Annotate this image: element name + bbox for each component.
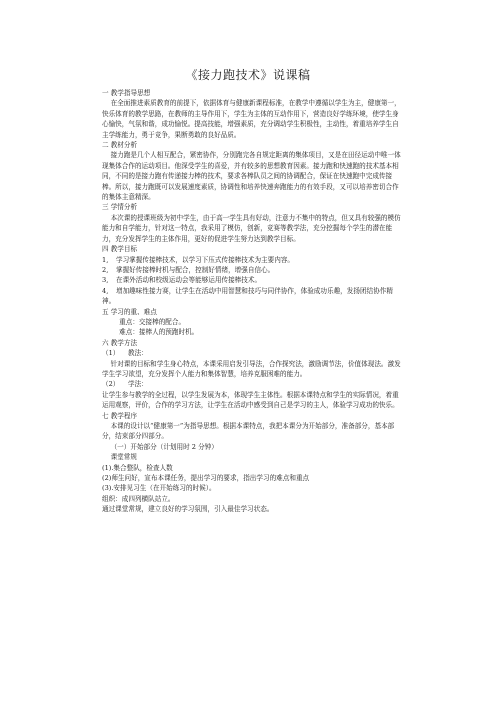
method-label: 教法： [128, 349, 148, 358]
method-number: （2） [102, 380, 120, 389]
list-number: 3, [102, 276, 109, 285]
paragraph: 让学生参与教学的全过程，以学生发展为本，体现学生主体性。根据本课特点和学生的实际情况，着重运用观察，评价，合作的学习方法，让学生在活动中感受到自己是学习的主人，体验学习成功的快乐。 [102, 390, 399, 410]
document-body [102, 88, 402, 515]
section-heading: 二 教材分析 [102, 141, 138, 150]
list-number: 1, [102, 255, 109, 264]
section-heading: 七 教学程序 [102, 411, 138, 420]
list-item [102, 255, 402, 265]
list-text: 在课外活动和校级运动会等能够运用传接棒技术。 [116, 276, 262, 285]
routine-step: (2)师生问好，宣布本课任务，提出学习的要求，指出学习的难点和重点 [102, 474, 310, 483]
list-text: 增加趣味性接力赛，让学生在活动中用智慧和技巧与同伴协作，体验成功乐趣，发扬团结协作精神。 [102, 286, 393, 306]
key-point: 重点：交接棒的配合。 [119, 317, 186, 326]
section-heading: 三 学情分析 [102, 203, 138, 212]
section-heading: 一 教学指导思想 [102, 89, 151, 97]
list-text: 掌握好传接棒时机与配合，控制好情绪，增强自信心。 [116, 265, 275, 274]
routine-step: (3).安排见习生（在开始练习的时候）。 [102, 484, 216, 493]
list-item [102, 275, 402, 285]
difficult-point: 难点：接棒人的预跑时机。 [119, 328, 199, 337]
paragraph: 本课的设计以“健康第一”为指导思想。根据本课特点，我把本课分为开始部分，准备部分，基本部分，结束部分四部分。 [102, 422, 395, 441]
paragraph: 针对课的目标和学生身心特点，本课采用启发引导法，合作探究法，激励调节法，价值体现法。激发学生学习欲望，充分发挥个人能力和集体智慧，培养克服困难的能力。 [102, 359, 401, 378]
document-title: 《接力跑技术》说课稿 [185, 68, 311, 82]
method-label: 学法： [128, 380, 148, 389]
paragraph: 在全面推进素质教育的前提下，依据体育与健康新课程标准，在教学中遵循以学生为主，健康第一，快乐体育的教学思路，在教师的主导作用下，学生为主体的互动作用下，营造良好学练环境，使学生身心愉快，气氛和谐，成功愉悦。提高技能，增强素质，充分调动学生积极性，主动性，着重培养学生自主学练能力，勇于竞争，果断勇敢的良好品质。 [102, 99, 401, 139]
paragraph: 本次课的授课班级为初中学生，由于高一学生具有好动，注意力不集中的特点，但又具有较强的模仿能力和自学能力，针对这一特点，我采用了模仿，创新，竞赛等教学法，充分挖掘每个学生的潜在能力，充分发挥学生的主体作用，更好的促进学生努力达到教学目标。 [102, 213, 401, 243]
list-number: 2, [102, 265, 109, 274]
list-item [102, 265, 402, 275]
section-heading: 五 学习的重、难点 [102, 307, 157, 316]
method-heading [102, 348, 402, 358]
part-heading: （一）开始部分（计划用时 2 分钟） [110, 442, 218, 451]
section-heading: 四 教学目标 [102, 245, 138, 254]
list-item [102, 286, 402, 307]
list-number: 4, [102, 286, 109, 295]
method-number: （1） [102, 349, 120, 358]
section-heading: 六 教学方法 [102, 338, 138, 347]
routine-step: (1).集合整队，检查人数 [102, 463, 173, 472]
method-heading [102, 379, 402, 389]
list-text: 学习掌握传接棒技术，以学习下压式传接棒技术为主要内容。 [116, 255, 295, 264]
paragraph: 通过课堂常规，建立良好的学习氛围，引入最佳学习状态。 [102, 505, 274, 514]
routine-label: 课堂常规 [110, 453, 137, 462]
paragraph: 接力跑是几个人相互配合，紧密协作，分别跑完各自规定距离的集体项目，又是在田径运动中唯一体现集体合作的运动项目。他深受学生的喜爱，并有较多的思想教育因素。接力跑和快速跑的技术基本相同，不同的是接力跑有传递接力棒的技术，要求各棒队员之间的协调配合，保证在快速跑中完成传接棒。所以，接力跑既可以发展速度素质，协调性和培养快速奔跑能力的有效手段，又可以培养密切合作的集体主意精深。 [102, 151, 401, 202]
organization-note: 组织：成四列横队站立。 [102, 494, 175, 503]
